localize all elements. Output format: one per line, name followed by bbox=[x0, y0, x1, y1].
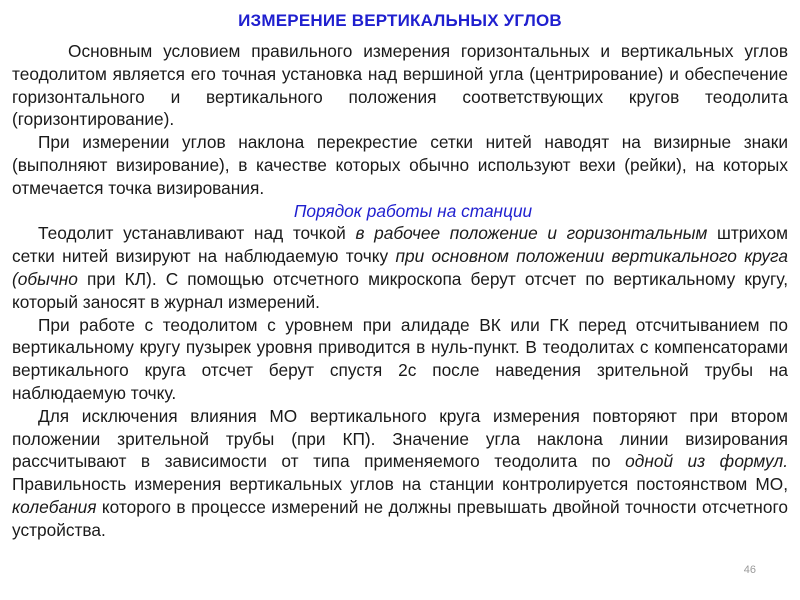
paragraph-setup-conditions: Основным условием правильного измерения горизонтальных и вертикальных углов теодолитом является его точная установка над вершиной угла (центрирование) и обеспечение горизонтального и вертикального положения соответствующих кругов теодолита (горизонтирование). bbox=[12, 41, 788, 130]
text-run: которого в процессе измерений не должны превышать двойной точности отсчетного устройства. bbox=[12, 496, 788, 540]
text-run: Теодолит устанавливают над точкой bbox=[38, 223, 356, 244]
page-number: 46 bbox=[743, 564, 756, 576]
italic-text-run: колебания bbox=[12, 496, 97, 517]
paragraph-sighting: При измерении углов наклона перекрестие сетки нитей наводят на визирные знаки (выполняют визирование), в качестве которых обычно используют вехи (рейки), на которых отмечается точка визирования. bbox=[12, 132, 788, 198]
section-heading: Порядок работы на станции bbox=[293, 200, 533, 221]
italic-text-run: в рабочее положение и горизонтальным bbox=[355, 223, 708, 244]
paragraph-station-procedure bbox=[12, 222, 788, 313]
slide-title: ИЗМЕРЕНИЕ ВЕРТИКАЛЬНЫХ УГЛОВ bbox=[238, 11, 562, 30]
text-run: штрихом сетки нитей визируют на наблюдаемую точку bbox=[12, 223, 788, 267]
text-run: Для исключения влияния МО вертикального круга измерения повторяют при втором положении зрительной трубы (при КП). Значение угла наклона линии визирования рассчитывают в зависимости от типа применяемого теодолита по bbox=[12, 405, 788, 472]
text-run: при КЛ). С помощью отсчетного микроскопа берут отсчет по вертикальному кругу, который заносят в журнал измерений. bbox=[12, 268, 788, 312]
italic-text-run: одной из формул. bbox=[625, 451, 788, 472]
paragraph-level-bubble: При работе с теодолитом с уровнем при алидаде ВК или ГК перед отсчитыванием по вертикальному кругу пузырек уровня приводится в нуль-пункт. В теодолитах с компенсаторами вертикального круга отсчет берут спустя 2с после наведения зрительной трубы на наблюдаемую точку. bbox=[12, 314, 788, 403]
paragraph-mo-exclusion bbox=[12, 405, 788, 542]
slide-body bbox=[12, 40, 788, 542]
text-run: Правильность измерения вертикальных углов на станции контролируется постоянством МО, bbox=[12, 474, 788, 495]
italic-text-run: при основном положении вертикального круга (обычно bbox=[12, 246, 788, 289]
